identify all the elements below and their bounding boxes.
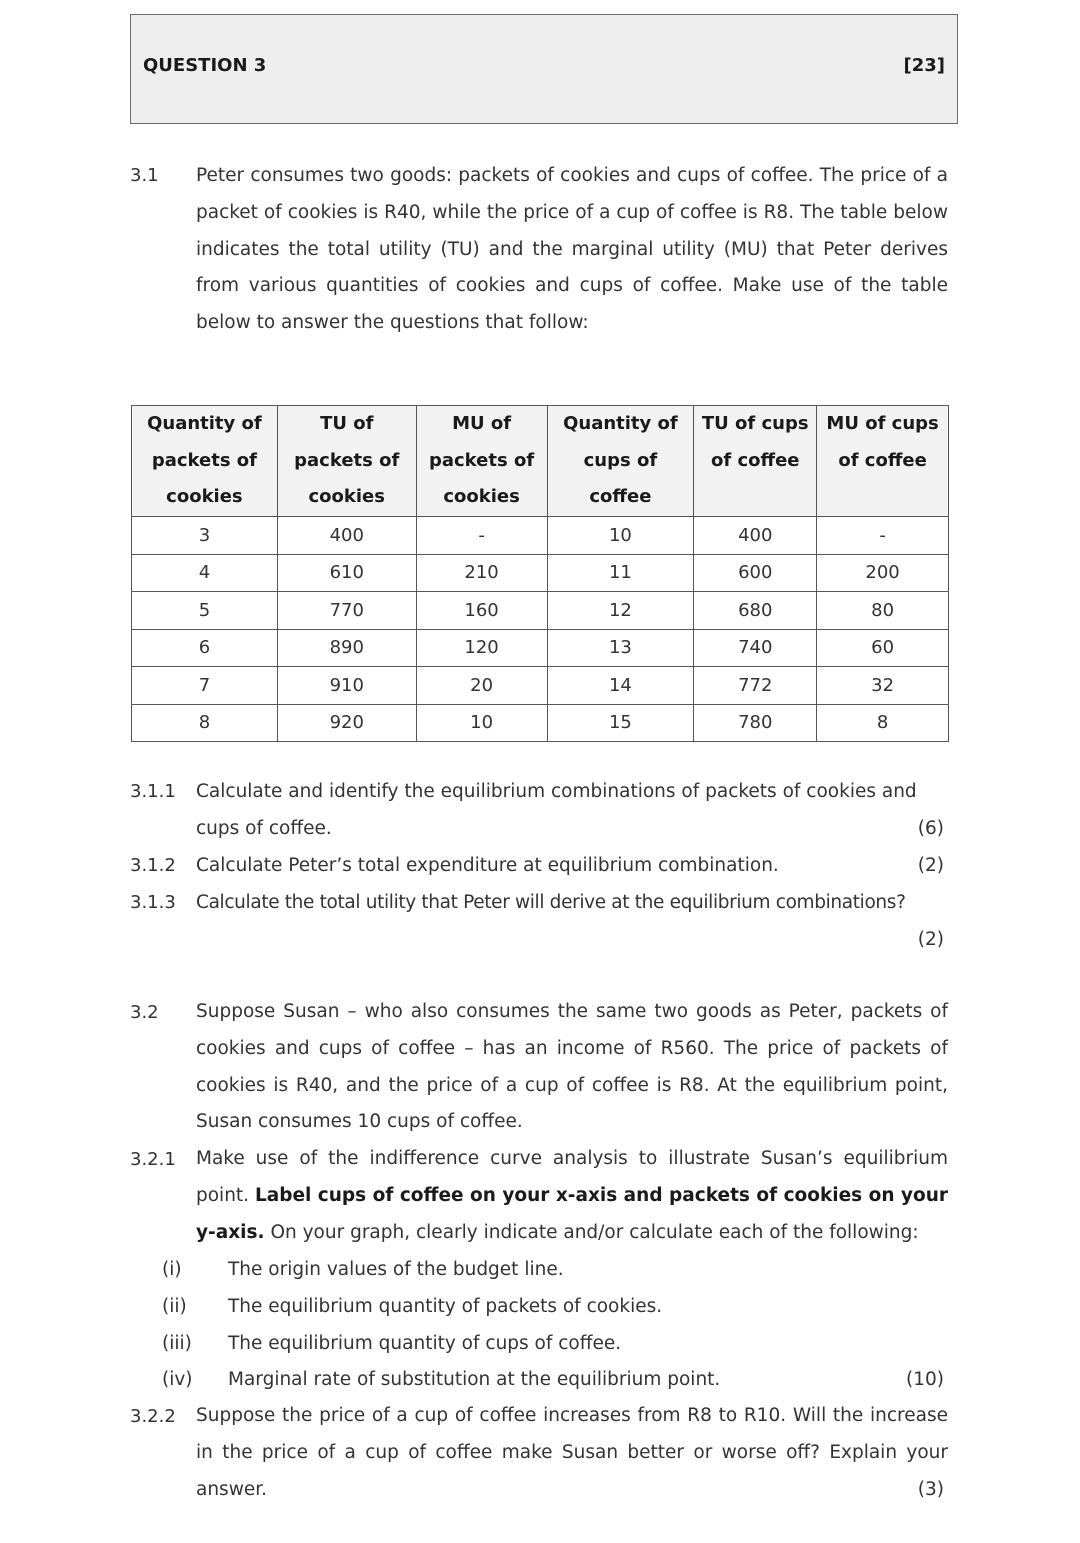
table-cell: 15 bbox=[547, 704, 694, 742]
table-cell: 200 bbox=[817, 554, 949, 592]
table-cell: - bbox=[817, 517, 949, 555]
item-ii-text: The equilibrium quantity of packets of cookies. bbox=[228, 1296, 663, 1317]
q3-2-2-text: Suppose the price of a cup of coffee increases from R8 to R10. Will the increase in the price of a cup of coffee make Susan better or worse off? Explain your answer. bbox=[196, 1405, 948, 1500]
table-cell: 400 bbox=[277, 517, 416, 555]
header-mu-coffee: MU of cups of coffee bbox=[817, 406, 949, 517]
table-cell: 32 bbox=[817, 667, 949, 705]
table-cell: 680 bbox=[694, 592, 817, 630]
table-cell: 160 bbox=[416, 592, 547, 630]
table-cell: 400 bbox=[694, 517, 817, 555]
q3-2-number: 3.2 bbox=[130, 1002, 159, 1023]
q3-2-2-number: 3.2.2 bbox=[130, 1406, 176, 1427]
table-row bbox=[132, 517, 949, 555]
q3-2-1-marks: (10) bbox=[906, 1369, 944, 1390]
item-iv-number: (iv) bbox=[162, 1369, 193, 1390]
table-cell: 740 bbox=[694, 629, 817, 667]
table-cell: 20 bbox=[416, 667, 547, 705]
q3-1-1-number: 3.1.1 bbox=[130, 781, 176, 802]
table-row bbox=[132, 592, 949, 630]
table-row bbox=[132, 554, 949, 592]
table-row bbox=[132, 667, 949, 705]
q3-2-text: Suppose Susan – who also consumes the same two goods as Peter, packets of cookies and cups of coffee – has an income of R560. The price of packets of cookies is R40, and the price of a cup of coffee is R8. At the equilibrium point, Susan consumes 10 cups of coffee. bbox=[196, 1001, 948, 1133]
table-cell: 770 bbox=[277, 592, 416, 630]
table-cell: 7 bbox=[132, 667, 278, 705]
header-qty-cookies: Quantity of packets of cookies bbox=[132, 406, 278, 517]
header-tu-coffee: TU of cups of coffee bbox=[694, 406, 817, 517]
q3-2-1-number: 3.2.1 bbox=[130, 1149, 176, 1170]
table-cell: 3 bbox=[132, 517, 278, 555]
table-cell: - bbox=[416, 517, 547, 555]
q3-1-number: 3.1 bbox=[130, 165, 159, 186]
table-cell: 14 bbox=[547, 667, 694, 705]
header-tu-cookies: TU of packets of cookies bbox=[277, 406, 416, 517]
table-cell: 610 bbox=[277, 554, 416, 592]
table-row bbox=[132, 704, 949, 742]
table-cell: 5 bbox=[132, 592, 278, 630]
table-cell: 780 bbox=[694, 704, 817, 742]
item-iii-text: The equilibrium quantity of cups of coffee. bbox=[228, 1333, 622, 1354]
table-cell: 60 bbox=[817, 629, 949, 667]
table-cell: 13 bbox=[547, 629, 694, 667]
question-title: QUESTION 3 bbox=[143, 55, 267, 76]
utility-table bbox=[131, 405, 949, 742]
table-cell: 10 bbox=[547, 517, 694, 555]
table-cell: 920 bbox=[277, 704, 416, 742]
q3-2-1-text: Make use of the indifference curve analysis to illustrate Susan’s equilibrium point. Label cups of coffee on your x-axis and packets of cookies on your y-axis. On your graph, clearly indicate and/or calculate each of the following: bbox=[196, 1148, 948, 1243]
question-total-marks: [23] bbox=[903, 55, 945, 76]
q3-1-2-number: 3.1.2 bbox=[130, 855, 176, 876]
question-header bbox=[130, 14, 958, 124]
q3-1-1-text-line2: cups of coffee. bbox=[196, 818, 332, 839]
item-i-text: The origin values of the budget line. bbox=[228, 1259, 564, 1280]
table-cell: 11 bbox=[547, 554, 694, 592]
header-mu-cookies: MU of packets of cookies bbox=[416, 406, 547, 517]
table-cell: 600 bbox=[694, 554, 817, 592]
table-cell: 12 bbox=[547, 592, 694, 630]
item-ii-number: (ii) bbox=[162, 1296, 187, 1317]
q3-2-1-bold-instruction: Label cups of coffee on your x-axis and packets of cookies on your y-axis. bbox=[196, 1184, 948, 1243]
table-row bbox=[132, 629, 949, 667]
table-cell: 6 bbox=[132, 629, 278, 667]
item-iii-number: (iii) bbox=[162, 1333, 192, 1354]
table-cell: 10 bbox=[416, 704, 547, 742]
item-i-number: (i) bbox=[162, 1259, 182, 1280]
item-iv-text: Marginal rate of substitution at the equilibrium point. bbox=[228, 1369, 721, 1390]
header-qty-coffee: Quantity of cups of coffee bbox=[547, 406, 694, 517]
table-cell: 890 bbox=[277, 629, 416, 667]
table-cell: 772 bbox=[694, 667, 817, 705]
table-cell: 910 bbox=[277, 667, 416, 705]
q3-1-text: Peter consumes two goods: packets of cookies and cups of coffee. The price of a packet of cookies is R40, while the price of a cup of coffee is R8. The table below indicates the total utility (TU) and the marginal utility (MU) that Peter derives from various quantities of cookies and cups of coffee. Make use of the table below to answer the questions that follow: bbox=[196, 165, 948, 334]
q3-1-1-text-line1: Calculate and identify the equilibrium combinations of packets of cookies and bbox=[196, 781, 917, 802]
table-cell: 80 bbox=[817, 592, 949, 630]
q3-2-2-marks: (3) bbox=[917, 1479, 944, 1500]
table-cell: 120 bbox=[416, 629, 547, 667]
q3-1-2-text: Calculate Peter’s total expenditure at equilibrium combination. bbox=[196, 855, 779, 876]
table-cell: 4 bbox=[132, 554, 278, 592]
q3-1-3-marks: (2) bbox=[917, 929, 944, 950]
q3-1-1-marks: (6) bbox=[917, 818, 944, 839]
q3-1-2-marks: (2) bbox=[917, 855, 944, 876]
table-cell: 210 bbox=[416, 554, 547, 592]
q3-1-3-text: Calculate the total utility that Peter will derive at the equilibrium combinations? bbox=[196, 892, 906, 913]
table-cell: 8 bbox=[132, 704, 278, 742]
q3-1-3-number: 3.1.3 bbox=[130, 892, 176, 913]
table-header-row bbox=[132, 406, 949, 517]
table-cell: 8 bbox=[817, 704, 949, 742]
